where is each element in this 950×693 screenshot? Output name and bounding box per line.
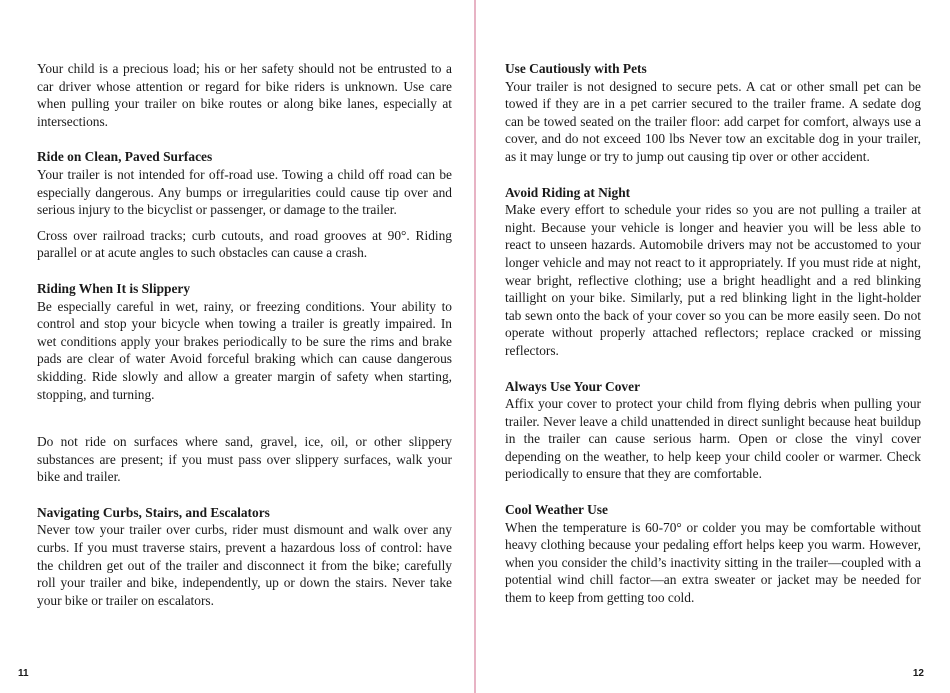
- right-page-text-column: [505, 60, 921, 607]
- section-heading: Riding When It is Slippery: [37, 280, 191, 296]
- section-paragraph: Be especially careful in wet, rainy, or freezing conditions. Your ability to control and stop your bicycle when towing a trailer is greatly impaired. In wet conditions apply your brakes periodically to be sure the rims and brake pads are clear of water Avoid forceful braking which can cause dangerous skidding. Ride slowly and allow a greater margin of safety when starting, stopping, and turning.: [37, 298, 452, 402]
- section-use-cautiously-with-pets: [505, 60, 921, 166]
- section-heading: Always Use Your Cover: [505, 378, 641, 394]
- section-heading: Ride on Clean, Paved Surfaces: [37, 149, 213, 165]
- section-heading: Cool Weather Use: [505, 502, 608, 518]
- section-paragraph: Your trailer is not intended for off-road use. Towing a child off road can be especially dangerous. Any bumps or irregularities could cause tip over and serious injury to the bicyclist or passenger, or damage to the trailer.: [37, 166, 452, 218]
- right-page: [476, 0, 950, 693]
- section-avoid-riding-at-night: [505, 184, 921, 360]
- section-heading: Avoid Riding at Night: [505, 184, 631, 200]
- intro-paragraph: Your child is a precious load; his or her safety should not be entrusted to a car driver whose attention or regard for bike riders is unknown. Use care when pulling your trailer on bike routes or along bike lanes, especially at intersections.: [37, 61, 452, 129]
- section-always-use-your-cover: [505, 378, 921, 484]
- page-number: 11: [18, 668, 29, 679]
- page-number: 12: [912, 668, 924, 679]
- section-cool-weather-use: [505, 501, 921, 607]
- section-paragraph: Your trailer is not designed to secure pets. A cat or other small pet can be towed if they are in a pet carrier secured to the trailer frame. A sedate dog can be towed seated on the trailer floor: add carpet for comfort, always use a cover, and do not exceed 100 lbs Never tow an excitable dog in your trailer, as it may lunge or try to jump out causing tip over or other accident.: [505, 78, 921, 164]
- section-heading: Navigating Curbs, Stairs, and Escalators: [37, 504, 270, 520]
- section-paragraph: Never tow your trailer over curbs, rider must dismount and walk over any curbs. If you must traverse stairs, prevent a hazardous loss of control: have the children get out of the trailer and disconnect it from the bike; carefully roll your trailer and bike, independently, up or down the stairs. Never take your bike or trailer on escalators.: [37, 522, 452, 608]
- left-page-text-column: [37, 60, 452, 609]
- section-paragraph: Make every effort to schedule your rides so you are not pulling a trailer at night. Because your vehicle is longer and heavier you will be less able to react to unseen hazards. Automobile drivers may not be accustomed to your longer vehicle and may not react to it appropriately. If you must ride at night, wear bright, reflective clothing; use a bright headlight and a red blinking taillight on your bike. Similarly, put a red blinking light in the light-holder tab sewn onto the back of your cover so you can be more easily seen. Do not operate without properly attached reflectors; replace cracked or missing reflectors.: [505, 202, 921, 358]
- left-page: [0, 0, 474, 693]
- section-heading: Use Cautiously with Pets: [505, 61, 647, 76]
- section-paragraph: When the temperature is 60-70° or colder you may be comfortable without heavy clothing because your pedaling effort helps keep you warm. However, when you consider the child’s inactivity sitting in the trailer—coupled with a potential wind chill factor—an extra sweater or jacket may be needed for them to keep from getting too cold.: [505, 519, 921, 606]
- section-paragraph: Affix your cover to protect your child from flying debris when pulling your trailer. Never leave a child unattended in direct sunlight because heat buildup in the trailer can cause serious harm. Open or close the vinyl cover depending on the weather, to help keep your child cooler or warmer. Check periodically to ensure that they are comfortable.: [505, 396, 921, 482]
- section-navigating-curbs-stairs-escalators: [37, 504, 452, 610]
- section-ride-on-clean-paved-surfaces: [37, 148, 452, 262]
- section-paragraph: Cross over railroad tracks; curb cutouts, and road grooves at 90°. Riding parallel or at acute angles to such obstacles can cause a crash.: [37, 227, 452, 261]
- section-riding-when-slippery: [37, 280, 452, 486]
- section-paragraph: Do not ride on surfaces where sand, gravel, ice, oil, or other slippery substances are present; if you must pass over slippery surfaces, walk your bike and trailer.: [37, 434, 452, 485]
